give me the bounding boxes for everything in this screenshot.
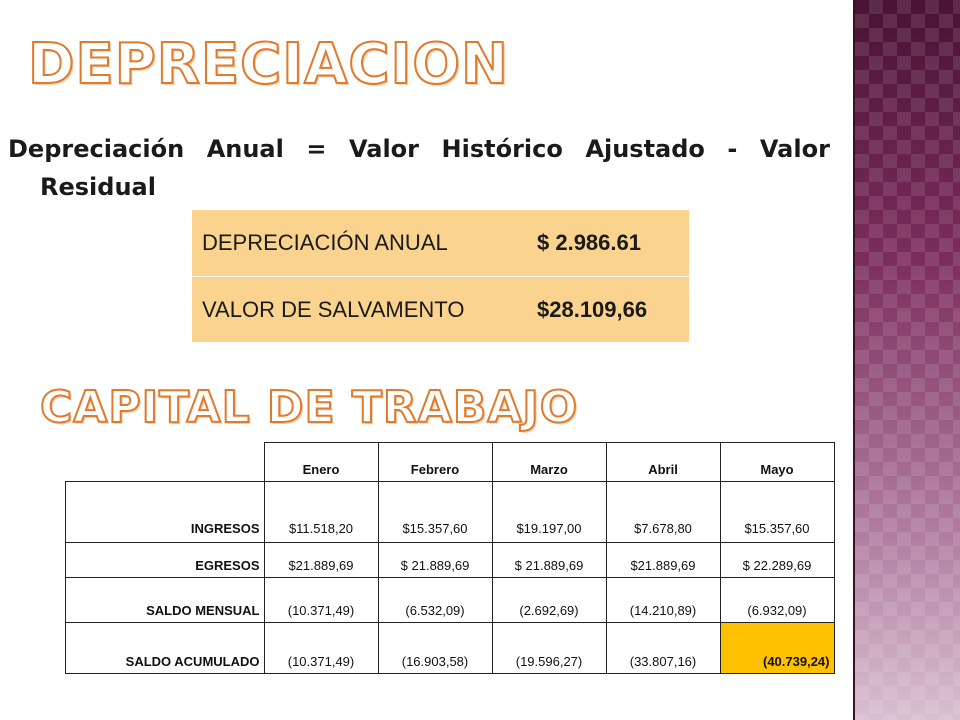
table-cell: $19.197,00 bbox=[492, 482, 606, 543]
column-header: Marzo bbox=[492, 443, 606, 482]
summary-label: VALOR DE SALVAMENTO bbox=[202, 297, 465, 322]
formula-word: Histórico bbox=[441, 135, 563, 163]
column-header: Febrero bbox=[378, 443, 492, 482]
table-header-row bbox=[66, 443, 835, 482]
summary-row-salvamento bbox=[192, 276, 689, 343]
table-cell: $21.889,69 bbox=[606, 543, 720, 578]
table-cell: (10.371,49) bbox=[264, 578, 378, 623]
table-cell: (14.210,89) bbox=[606, 578, 720, 623]
capital-table bbox=[65, 442, 835, 674]
summary-value: $28.109,66 bbox=[537, 297, 648, 322]
decorative-side-band bbox=[855, 0, 960, 720]
column-header: Abril bbox=[606, 443, 720, 482]
highlighted-cell: (40.739,24) bbox=[720, 623, 834, 674]
row-label: SALDO MENSUAL bbox=[66, 578, 265, 623]
formula-word: Valor bbox=[759, 135, 830, 163]
summary-label: DEPRECIACIÓN ANUAL bbox=[202, 230, 448, 255]
depreciation-formula bbox=[8, 130, 830, 206]
row-label: SALDO ACUMULADO bbox=[66, 623, 265, 674]
table-cell: (16.903,58) bbox=[378, 623, 492, 674]
table-cell: $15.357,60 bbox=[720, 482, 834, 543]
row-label: EGRESOS bbox=[66, 543, 265, 578]
table-cell: (10.371,49) bbox=[264, 623, 378, 674]
summary-value: $ 2.986.61 bbox=[537, 230, 641, 255]
table-cell: (6.532,09) bbox=[378, 578, 492, 623]
formula-word: - bbox=[727, 135, 738, 163]
formula-word: Valor bbox=[349, 135, 420, 163]
table-cell: (33.807,16) bbox=[606, 623, 720, 674]
formula-line-1 bbox=[8, 130, 830, 168]
table-cell: $11.518,20 bbox=[264, 482, 378, 543]
table-cell: (2.692,69) bbox=[492, 578, 606, 623]
table-cell: $7.678,80 bbox=[606, 482, 720, 543]
table-corner-cell bbox=[66, 443, 265, 482]
section-title-capital: CAPITAL DE TRABAJO bbox=[40, 382, 579, 433]
table-cell: $ 21.889,69 bbox=[492, 543, 606, 578]
table-row bbox=[66, 623, 835, 674]
formula-word: = bbox=[306, 135, 327, 163]
table-cell: (19.596,27) bbox=[492, 623, 606, 674]
table-cell: $21.889,69 bbox=[264, 543, 378, 578]
table-row bbox=[66, 482, 835, 543]
table-cell: $ 21.889,69 bbox=[378, 543, 492, 578]
formula-word: Ajustado bbox=[585, 135, 705, 163]
table-cell: $15.357,60 bbox=[378, 482, 492, 543]
formula-word: Depreciación bbox=[8, 135, 185, 163]
table-row bbox=[66, 543, 835, 578]
column-header: Enero bbox=[264, 443, 378, 482]
formula-line-2: Residual bbox=[40, 173, 156, 201]
table-cell: $ 22.289,69 bbox=[720, 543, 834, 578]
table-cell: (6.932,09) bbox=[720, 578, 834, 623]
summary-row-depreciacion bbox=[192, 210, 689, 276]
depreciation-summary-table bbox=[192, 210, 689, 342]
formula-word: Anual bbox=[206, 135, 284, 163]
row-label: INGRESOS bbox=[66, 482, 265, 543]
page-title: DEPRECIACION bbox=[28, 32, 509, 97]
table-row bbox=[66, 578, 835, 623]
column-header: Mayo bbox=[720, 443, 834, 482]
